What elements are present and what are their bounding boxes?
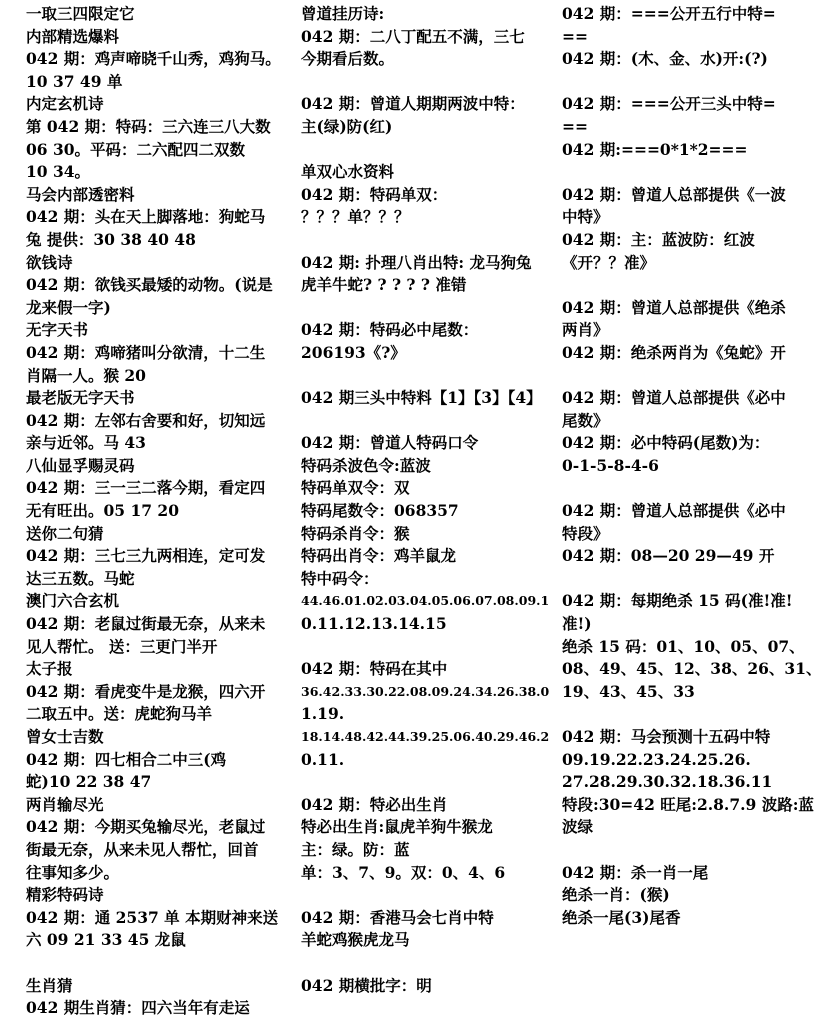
text-line: 19、43、45、33 [562, 681, 695, 701]
text-line [301, 636, 554, 659]
text-line: 042 期横批字：明 [301, 975, 432, 995]
text-line: ？？？单？？？ [301, 207, 410, 227]
text-line: == [562, 116, 588, 136]
text-line: 042 期：主：蓝波防：红波 [562, 229, 755, 249]
text-line: 042 期：特码单双： [301, 184, 448, 204]
text-line: 澳门六合玄机 [26, 591, 120, 611]
text-line: 内定玄机诗 [26, 94, 104, 114]
text-line: 042 期：(木、金、水)开:(?) [562, 49, 768, 69]
text-line: 042 期：鸡声啼晓千山秀，鸡狗马。 [26, 49, 281, 69]
text-line: 特码尾数令：068357 [301, 501, 459, 521]
text-line: 见人帮忙。 送：三更门半开 [26, 636, 218, 656]
text-line: 羊蛇鸡猴虎龙马 [301, 930, 410, 950]
text-line: 往事知多少。 [26, 862, 120, 882]
text-line: 单：3、7、9。双：0、4、6 [301, 862, 506, 882]
text-line: 042 期：特码在其中 [301, 659, 448, 679]
text-line: 内部精选爆料 [26, 26, 120, 46]
text-line: 042 期：四七相合二中三(鸡 [26, 749, 227, 769]
text-line: 042 期：鸡啼猪叫分欲清，十二生 [26, 342, 266, 362]
text-line: 欲钱诗 [26, 252, 73, 272]
text-line: 绝杀 15 码：01、10、05、07、 [562, 636, 805, 656]
text-line [562, 71, 824, 94]
text-line: 无有旺出。05 17 20 [26, 501, 180, 521]
left-column [26, 3, 294, 1020]
text-line: 八仙显孚赐灵码 [26, 455, 135, 475]
text-line: 主(绿)防(红) [301, 116, 393, 136]
text-line: 主：绿。防：蓝 [301, 839, 410, 859]
text-line: 042 期：特必出生肖 [301, 794, 448, 814]
text-line: 10 37 49 单 [26, 71, 123, 91]
text-line: 波绿 [562, 817, 594, 837]
text-line [562, 703, 824, 726]
text-line: 36.42.33.30.22.08.09.24.34.26.38.0 [301, 683, 550, 699]
middle-column [301, 3, 554, 997]
text-line [301, 71, 554, 94]
text-line [562, 365, 824, 388]
text-line: 042 期：===公开五行中特= [562, 4, 776, 23]
text-line [301, 139, 554, 162]
text-line: 虎羊牛蛇? ? ? ? ? 准错 [301, 275, 467, 295]
text-line: 042 期：必中特码(尾数)为： [562, 433, 770, 453]
text-line: 特码单双令：双 [301, 478, 410, 498]
text-line: 042 期：杀一肖一尾 [562, 862, 709, 882]
text-line [301, 365, 554, 388]
text-line: 042 期：曾道人总部提供《必中 [562, 388, 786, 408]
text-line: 042 期：头在天上脚落地：狗蛇马 [26, 207, 266, 227]
text-line: 太子报 [26, 659, 73, 679]
text-line: 042 期生肖猜：四六当年有走运 [26, 998, 250, 1018]
text-line: 曾女士吉数 [26, 727, 104, 746]
text-line: 042 期：曾道人期期两波中特： [301, 94, 525, 114]
text-line: 042 期：看虎变牛是龙猴，四六开 [26, 681, 266, 701]
text-line: 今期看后数。 [301, 49, 395, 69]
text-line [301, 229, 554, 252]
text-line [301, 410, 554, 433]
text-line: 18.14.48.42.44.39.25.06.40.29.46.2 [301, 729, 550, 744]
text-line: 特段:30=42 旺尾:2.8.7.9 波路:蓝 [562, 794, 814, 814]
text-line: 特码出肖令：鸡羊鼠龙 [301, 546, 457, 566]
text-line: 042 期：马会预测十五码中特 [562, 727, 771, 746]
text-line: 蛇)10 22 38 47 [26, 772, 152, 792]
text-line: 单双心水资料 [301, 162, 395, 182]
text-line: 0.11.12.13.14.15 [301, 614, 447, 634]
text-line [562, 568, 824, 591]
text-line: 09.19.22.23.24.25.26. [562, 749, 751, 769]
text-line: 龙来假一字) [26, 297, 111, 317]
text-line: 042 期三头中特料【1】【3】【4】 [301, 388, 542, 408]
text-line [562, 477, 824, 500]
text-line: 两肖输尽光 [26, 794, 104, 814]
text-line: 042 期：曾道人总部提供《绝杀 [562, 297, 786, 317]
text-line: 042 期：二八丁配五不满，三七 [301, 26, 525, 46]
text-line [562, 161, 824, 184]
text-line [301, 952, 554, 975]
text-line: 曾道挂历诗: [301, 4, 385, 23]
right-column [562, 3, 824, 929]
text-line: 042 期：绝杀两肖为《兔蛇》开 [562, 342, 786, 362]
text-line: 042 期：每期绝杀 15 码(准!准! [562, 591, 793, 611]
text-line [301, 771, 554, 794]
text-line: 无字天书 [26, 320, 89, 340]
text-line: 042 期：三一三二落今期，看定四 [26, 478, 266, 498]
text-line: 1.19. [301, 704, 345, 724]
text-line: 生肖猜 [26, 975, 73, 995]
text-line: 08、49、45、12、38、26、31、 [562, 659, 822, 679]
text-line: 042 期: 扑理八肖出特: 龙马狗兔 [301, 252, 532, 272]
text-line: 绝杀一尾(3)尾香 [562, 907, 681, 927]
text-line: 042 期：特码必中尾数： [301, 320, 479, 340]
text-line: 两肖》 [562, 320, 609, 340]
text-line: 最老版无字天书 [26, 388, 135, 408]
text-line: 27.28.29.30.32.18.36.11 [562, 772, 773, 792]
text-line: 042 期:===0*1*2=== [562, 139, 748, 159]
text-line: 042 期：曾道人总部提供《必中 [562, 501, 786, 521]
text-line: 《开？？准》 [562, 252, 656, 272]
text-line: 特码杀肖令：猴 [301, 523, 410, 543]
text-line: 0.11. [301, 749, 345, 769]
text-line [301, 297, 554, 320]
text-line: 肖隔一人。猴 20 [26, 365, 146, 385]
text-line: 042 期：08—20 29—49 开 [562, 546, 775, 566]
text-line: 042 期：三七三九两相连，定可发 [26, 546, 266, 566]
text-line: 特必出生肖:鼠虎羊狗牛猴龙 [301, 817, 493, 837]
text-line: 44.46.01.02.03.04.05.06.07.08.09.1 [301, 593, 550, 609]
text-line: 特码杀波色令:蓝波 [301, 455, 431, 475]
text-line: 042 期：香港马会七肖中特 [301, 907, 494, 927]
text-line: 042 期：左邻右舍要和好，切知远 [26, 410, 266, 430]
text-line: 尾数》 [562, 410, 609, 430]
text-line: 第 042 期：特码：三六连三八大数 [26, 116, 271, 136]
text-line: 中特》 [562, 207, 609, 227]
text-line [26, 952, 294, 975]
text-line: 亲与近邻。马 43 [26, 433, 146, 453]
text-line: 042 期：曾道人总部提供《一波 [562, 184, 786, 204]
text-line: 绝杀一肖：(猴) [562, 885, 670, 905]
text-line: 二取五中。送：虎蛇狗马羊 [26, 704, 213, 724]
text-line [562, 274, 824, 297]
text-line: == [562, 26, 588, 46]
text-line: 042 期：欲钱买最矮的动物。(说是 [26, 275, 273, 295]
text-line: 042 期：通 2537 单 本期财神来送 [26, 907, 279, 927]
text-line: 送你二句猜 [26, 523, 104, 543]
text-line [301, 884, 554, 907]
text-line: 一取三四限定它 [26, 4, 135, 23]
text-line: 042 期：曾道人特码口令 [301, 433, 479, 453]
text-line: 街最无奈，从来未见人帮忙，回首 [26, 839, 259, 859]
text-line: 042 期：===公开三头中特= [562, 94, 776, 114]
text-line: 特中码令： [301, 568, 379, 588]
text-line: 精彩特码诗 [26, 885, 104, 905]
text-line: 马会内部透密料 [26, 184, 135, 204]
text-line: 042 期：老鼠过街最无奈，从来未 [26, 614, 266, 634]
text-line: 准!) [562, 614, 592, 634]
text-line: 206193《?》 [301, 342, 406, 362]
text-line: 10 34。 [26, 162, 91, 182]
text-line: 06 30。平码：二六配四二双数 [26, 139, 246, 159]
text-line: 042 期：今期买兔输尽光，老鼠过 [26, 817, 266, 837]
text-line: 六 09 21 33 45 龙鼠 [26, 930, 186, 950]
text-line: 0-1-5-8-4-6 [562, 455, 659, 475]
text-line: 兔 提供：30 38 40 48 [26, 229, 196, 249]
text-line: 达三五数。马蛇 [26, 568, 135, 588]
text-line: 特段》 [562, 523, 609, 543]
text-line [562, 839, 824, 862]
